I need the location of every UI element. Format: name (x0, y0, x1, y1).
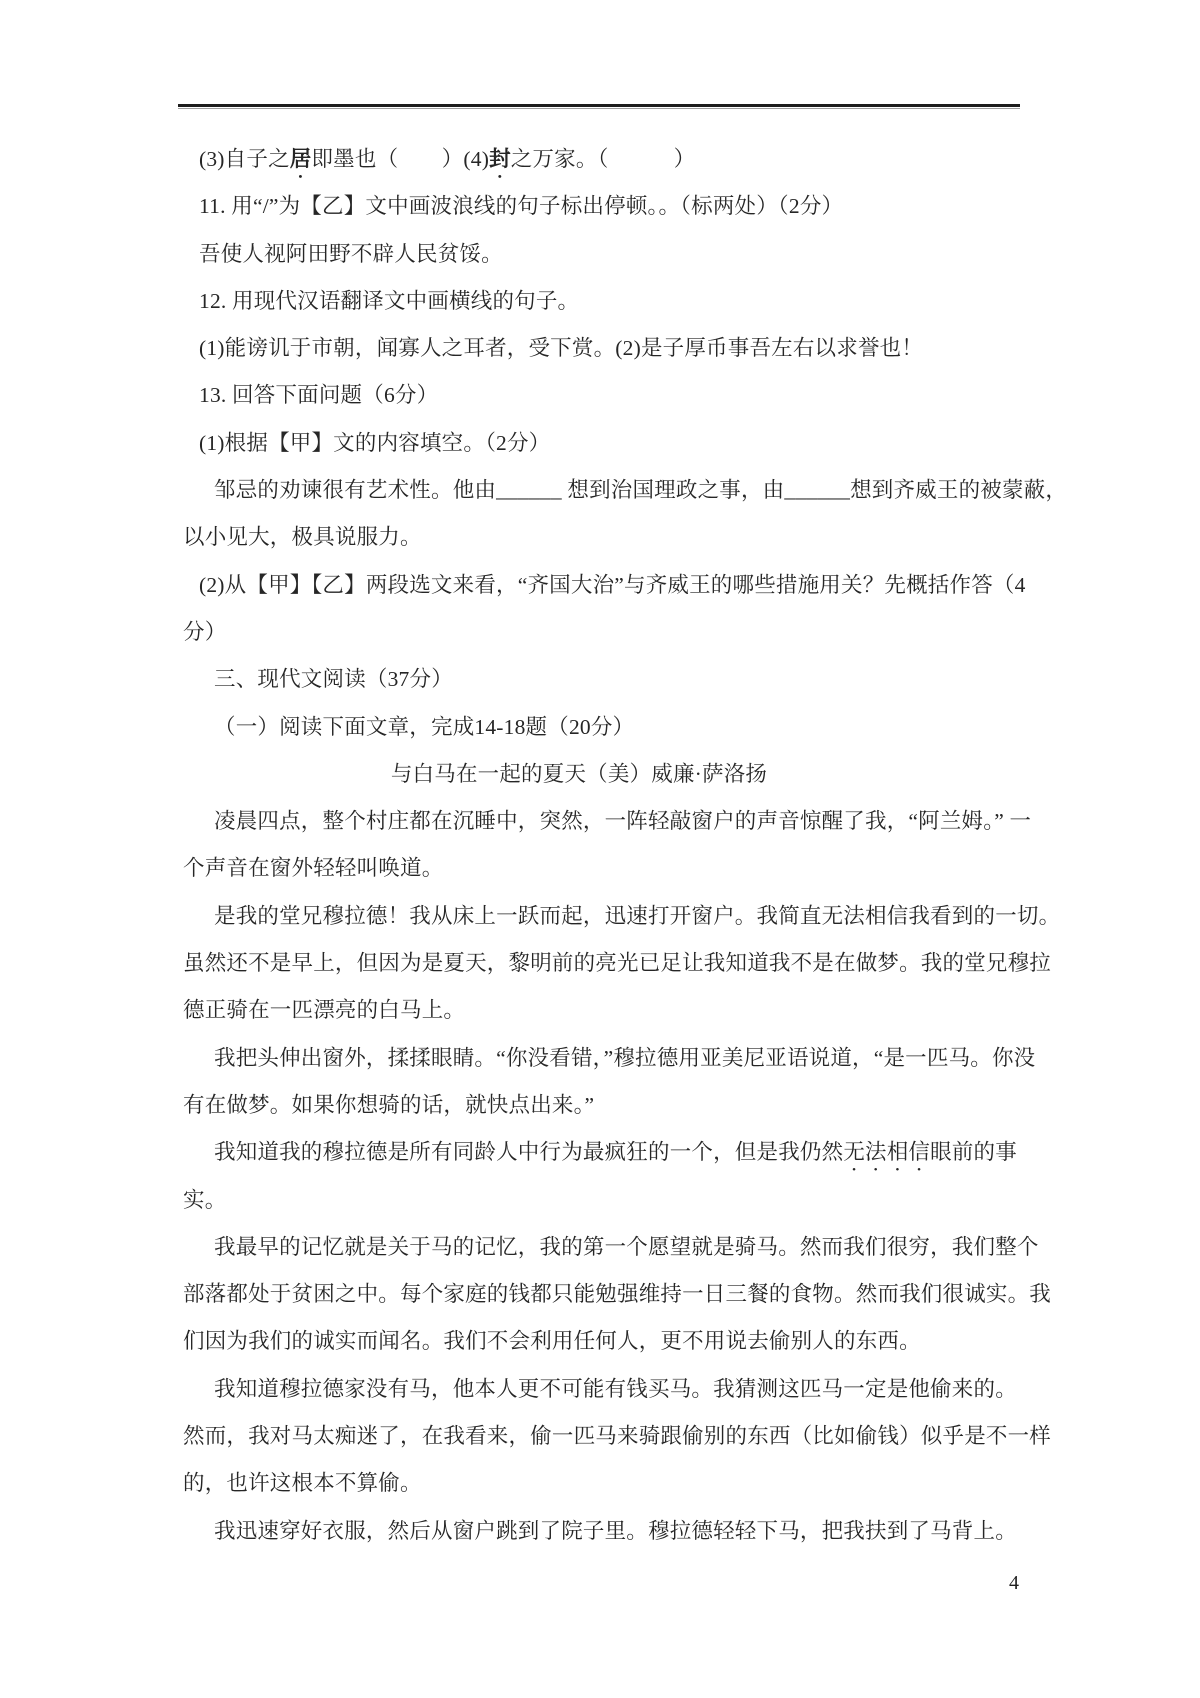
text-line (183, 1129, 1051, 1176)
text-line (183, 798, 1051, 845)
text-line (183, 231, 1051, 278)
text-run: 我知道穆拉德家没有马，他本人更不可能有钱买马。我猜测这匹马一定是他偷来的。 (214, 1376, 1017, 1401)
text-line (183, 704, 1051, 751)
text-run: 11. 用“/”为【乙】文中画波浪线的句子标出停顿。。（标两处）（2分） (199, 194, 844, 219)
text-run: 分） (183, 619, 227, 644)
text-line (183, 609, 1051, 656)
text-run: 德正骑在一匹漂亮的白马上。 (183, 998, 466, 1023)
text-line (183, 751, 1051, 798)
text-run: 的，也许这根本不算偷。 (183, 1471, 422, 1496)
text-run: 是我的堂兄穆拉德！我从床上一跃而起，迅速打开窗户。我简直无法相信我看到的一切。 (214, 903, 1061, 928)
text-line (183, 420, 1051, 467)
text-line (183, 1318, 1051, 1365)
page-number: 4 (1009, 1572, 1019, 1594)
text-line (183, 514, 1051, 561)
text-run: 实。 (183, 1187, 227, 1212)
text-line (183, 1413, 1051, 1460)
text-run: 眼前的事 (930, 1140, 1017, 1165)
document-lines (183, 136, 1068, 1555)
text-run: 凌晨四点，整个村庄都在沉睡中，突然，一阵轻敲窗户的声音惊醒了我，“阿兰姆。” 一 (214, 809, 1032, 834)
text-run: 虽然还不是早上，但因为是夏天，黎明前的亮光已足让我知道我不是在做梦。我的堂兄穆拉 (183, 951, 1052, 976)
emphasized-text: 无法相信 (843, 1140, 931, 1165)
text-run: 邹忌的劝谏很有艺术性。他由______ 想到治国理政之事，由______想到齐威王的被蒙蔽， (214, 478, 1068, 503)
text-run: 以小见大，极具说服力。 (183, 525, 422, 550)
text-line (183, 656, 1051, 703)
text-line (183, 372, 1051, 419)
text-run: (2)从【甲】【乙】两段选文来看，“齐国大治”与齐威王的哪些措施用关？先概括作答（4 (199, 572, 1026, 597)
text-run: 个声音在窗外轻轻叫唤道。 (183, 856, 444, 881)
header-rule (178, 104, 1020, 109)
text-line (183, 325, 1051, 372)
text-run: (1)根据【甲】文的内容填空。（2分） (199, 430, 551, 455)
text-line (183, 940, 1051, 987)
text-run: 12. 用现代汉语翻译文中画横线的句子。 (199, 288, 580, 313)
text-run: 我最早的记忆就是关于马的记忆，我的第一个愿望就是骑马。然而我们很穷，我们整个 (214, 1234, 1039, 1259)
text-line (183, 1508, 1051, 1555)
text-line (183, 1224, 1051, 1271)
text-run: 部落都处于贫困之中。每个家庭的钱都只能勉强维持一日三餐的食物。然而我们很诚实。我 (183, 1282, 1052, 1307)
text-line (183, 183, 1051, 230)
text-run: 们因为我们的诚实而闻名。我们不会利用任何人，更不用说去偷别人的东西。 (183, 1329, 921, 1354)
text-line (183, 1460, 1051, 1507)
emphasized-text: 封 (489, 147, 511, 171)
text-run: 13. 回答下面问题（6分） (199, 383, 439, 408)
text-run: 然而，我对马太痴迷了，在我看来，偷一匹马来骑跟偷别的东西（比如偷钱）似乎是不一样 (183, 1424, 1052, 1449)
text-line (183, 467, 1068, 514)
text-line (183, 1271, 1051, 1318)
text-line (183, 562, 1051, 609)
text-run: 我把头伸出窗外，揉揉眼睛。“你没看错，”穆拉德用亚美尼亚语说道，“是一匹马。你没 (214, 1045, 1036, 1070)
text-line (183, 136, 1051, 183)
text-run: 与白马在一起的夏天（美）威廉·萨洛扬 (390, 761, 768, 786)
text-run: 即墨也（ ）(4) (311, 147, 490, 171)
text-run: (3)自子之 (199, 147, 290, 171)
text-line (183, 893, 1061, 940)
text-run: 之万家。（ ） (510, 147, 696, 171)
emphasized-text: 居 (289, 147, 312, 171)
text-line (183, 987, 1051, 1034)
text-run: 我迅速穿好衣服，然后从窗户跳到了院子里。穆拉德轻轻下马，把我扶到了马背上。 (214, 1518, 1017, 1543)
text-line (183, 1177, 1051, 1224)
text-run: （一）阅读下面文章，完成14-18题（20分） (214, 714, 635, 739)
text-run: (1)能谤讥于市朝，闻寡人之耳者，受下赏。(2)是子厚币事吾左右以求誉也！ (199, 336, 924, 361)
text-run: 我知道我的穆拉德是所有同龄人中行为最疯狂的一个，但是我仍然 (214, 1140, 844, 1165)
text-run: 有在做梦。如果你想骑的话，就快点出来。” (183, 1092, 595, 1117)
text-line (183, 1366, 1051, 1413)
text-line (183, 845, 1051, 892)
text-line (183, 1082, 1051, 1129)
text-run: 三、现代文阅读（37分） (214, 667, 453, 692)
text-line (183, 278, 1051, 325)
text-line (183, 1035, 1051, 1082)
text-run: 吾使人视阿田野不辟人民贫馁。 (199, 241, 503, 266)
